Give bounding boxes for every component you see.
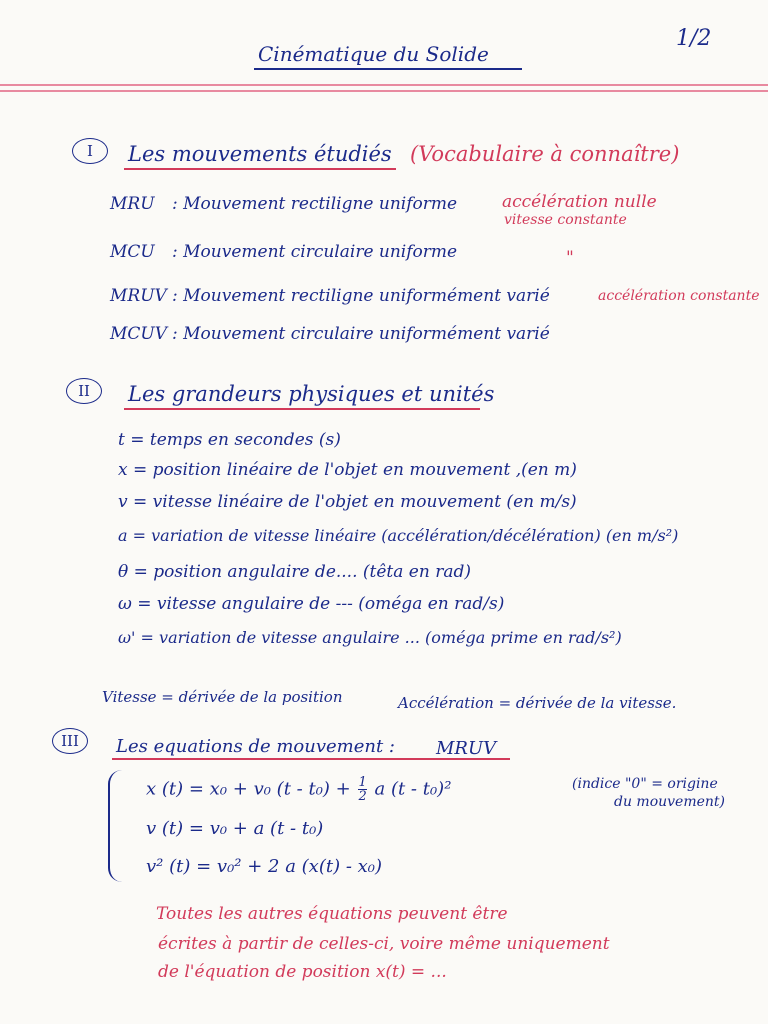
conclusion-line: écrites à partir de celles-ci, voire même uniquement	[158, 934, 610, 954]
motion-abbr: MCUV	[110, 324, 168, 344]
quantity-item: ω = vitesse angulaire de --- (oméga en rad/s)	[118, 594, 505, 614]
section-heading: Les grandeurs physiques et unités	[128, 382, 495, 406]
motion-desc: : Mouvement rectiligne uniformément varié	[172, 286, 550, 306]
section-numeral: III	[52, 728, 88, 754]
motion-abbr: MRU	[110, 194, 155, 214]
section-numeral: II	[66, 378, 102, 404]
one-half-fraction	[358, 776, 366, 803]
motion-abbr: MCU	[110, 242, 155, 262]
margin-line	[0, 84, 768, 86]
margin-line	[0, 90, 768, 92]
quantity-item: a = variation de vitesse linéaire (accélération/décélération) (en m/s²)	[118, 526, 679, 545]
origin-note: (indice "0" = origine	[572, 776, 718, 792]
velocity-squared-equation: v² (t) = v₀² + 2 a (x(t) - x₀)	[146, 856, 383, 877]
page-number: 1/2	[676, 26, 712, 51]
quantity-item: ω' = variation de vitesse angulaire ... (oméga prime en rad/s²)	[118, 628, 622, 647]
quantity-item: v = vitesse linéaire de l'objet en mouvement (en m/s)	[118, 492, 577, 512]
motion-desc: : Mouvement rectiligne uniforme	[172, 194, 458, 214]
heading-underline	[124, 408, 480, 410]
section-numeral: I	[72, 138, 108, 164]
quantity-item: θ = position angulaire de.... (têta en rad)	[118, 562, 471, 582]
fraction-denominator: 2	[358, 789, 367, 804]
conclusion-line: de l'équation de position x(t) = ...	[158, 962, 447, 982]
title-underline	[254, 68, 522, 70]
motion-note: accélération constante	[598, 288, 760, 304]
velocity-derivative: Vitesse = dérivée de la position	[102, 688, 343, 706]
ditto-mark: "	[566, 248, 574, 268]
fraction-numerator: 1	[358, 775, 367, 790]
velocity-equation: v (t) = v₀ + a (t - t₀)	[146, 818, 324, 839]
motion-note: accélération nulle	[502, 192, 657, 212]
motion-desc: : Mouvement circulaire uniformément varié	[172, 324, 550, 344]
section-heading: Les mouvements étudiés	[128, 142, 392, 166]
equation-brace	[108, 770, 128, 882]
motion-note: vitesse constante	[504, 212, 627, 228]
quantity-item: x = position linéaire de l'objet en mouvement ,(en m)	[118, 460, 577, 480]
section-note: (Vocabulaire à connaître)	[410, 142, 680, 166]
conclusion-line: Toutes les autres équations peuvent être	[156, 904, 508, 924]
acceleration-derivative: Accélération = dérivée de la vitesse.	[398, 694, 677, 712]
position-equation	[146, 776, 451, 803]
motion-abbr: MRUV	[110, 286, 167, 306]
heading-underline	[124, 168, 396, 170]
position-equation-left: x (t) = x₀ + v₀ (t - t₀) +	[146, 778, 351, 800]
position-equation-right: a (t - t₀)²	[374, 778, 452, 800]
motion-desc: : Mouvement circulaire uniforme	[172, 242, 458, 262]
motion-type-label: MRUV	[436, 738, 497, 759]
section-heading: Les equations de mouvement :	[116, 736, 395, 757]
quantity-item: t = temps en secondes (s)	[118, 430, 341, 450]
origin-note: du mouvement)	[614, 794, 726, 810]
page-title: Cinématique du Solide	[258, 42, 489, 66]
